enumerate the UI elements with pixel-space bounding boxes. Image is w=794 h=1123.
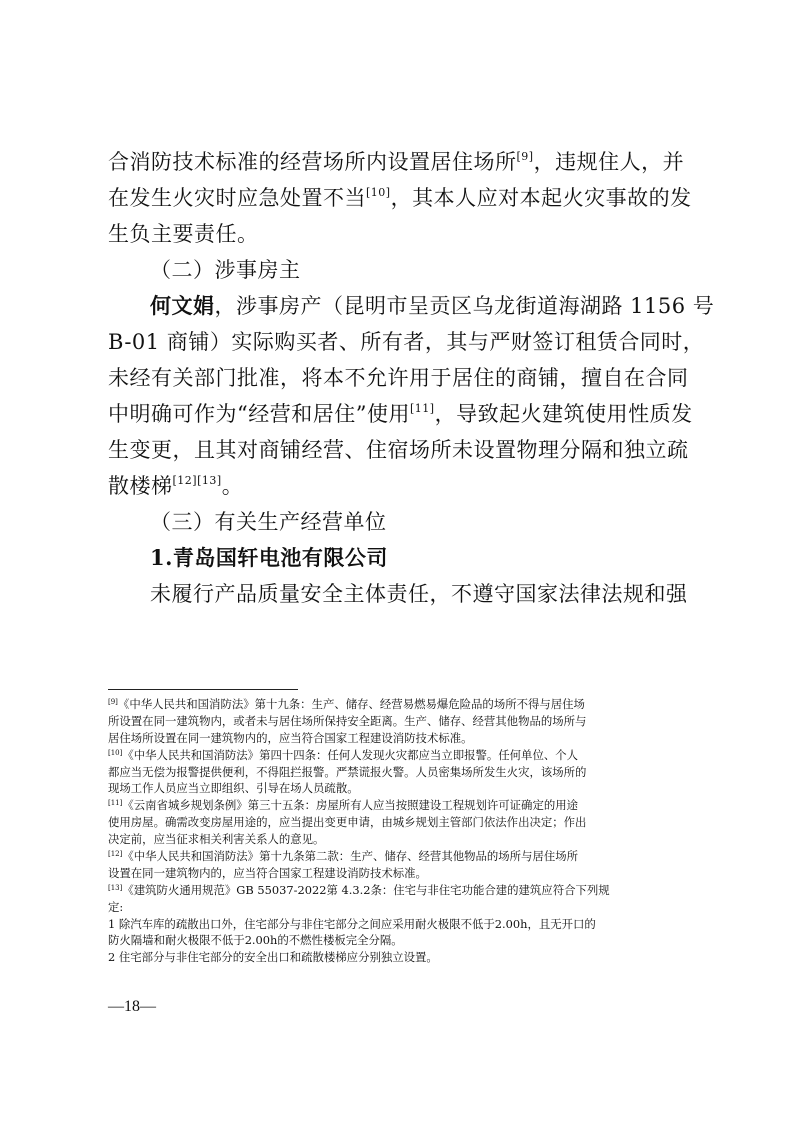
footnote-ref[interactable]: [9] <box>516 150 534 163</box>
paragraph-line: 生负主要责任。 <box>108 222 259 246</box>
paragraph-line: 未履行产品质量安全主体责任，不遵守国家法律法规和强 <box>150 582 688 606</box>
footnote-ref[interactable]: [13] <box>197 474 222 487</box>
footnote-ref[interactable]: [10] <box>366 186 391 199</box>
footnotes <box>108 696 698 966</box>
footnote-line: 所设置在同一建筑物内，或者未与居住场所保持安全距离。生产、储存、经营其他物品的场所与 <box>108 713 587 728</box>
paragraph-line: 中明确可作为“经营和居住”使用[11]，导致起火建筑使用性质发 <box>108 402 693 426</box>
footnote-divider <box>108 689 298 690</box>
footnote-ref[interactable]: [12] <box>172 474 198 487</box>
footnote-10: [10]《中华人民共和国消防法》第四十四条：任何人发现火灾都应当立即报警。任何单位、个人 <box>108 747 579 762</box>
footnote-line: 决定前，应当征求相关利害关系人的意见。 <box>108 832 325 847</box>
footnote-9: [9]《中华人民共和国消防法》第十九条：生产、储存、经营易燃易爆危险品的场所不得与居住场 <box>108 697 585 711</box>
paragraph-line: 生变更，且其对商铺经营、住宿场所未设置物理分隔和独立疏 <box>108 438 689 462</box>
paragraph-line: 何文娟，涉事房产（昆明市呈贡区乌龙街道海湖路 1156 号 <box>150 293 715 318</box>
footnote-line: 居住场所设置在同一建筑物内的，应当符合国家工程建设消防技术标准。 <box>108 730 473 745</box>
paragraph-line: 在发生火灾时应急处置不当[10]，其本人应对本起火灾事故的发 <box>108 186 692 210</box>
footnote-ref[interactable]: [11] <box>409 402 435 415</box>
footnote-13: [13]《建筑防火通用规范》GB 55037-2022第 4.3.2条：住宅与非住宅功能合建的建筑应符合下列规 <box>108 882 610 897</box>
footnote-line: 设置在同一建筑物内的，应当符合国家工程建设消防技术标准。 <box>108 865 427 880</box>
footnote-line: 2 住宅部分与非住宅部分的安全出口和疏散楼梯应分别独立设置。 <box>108 950 438 965</box>
page-number: —18— <box>108 998 156 1015</box>
section-heading-2: （二）涉事房主 <box>150 258 301 282</box>
footnote-line: 都应当无偿为报警提供便利，不得阻拦报警。严禁谎报火警。人员密集场所发生火灾，该场所的 <box>108 764 587 779</box>
paragraph-line: 合消防技术标准的经营场所内设置居住场所[9]，违规住人，并 <box>108 150 685 174</box>
footnote-12: [12]《中华人民共和国消防法》第十九条第二款：生产、储存、经营其他物品的场所与居住场所 <box>108 849 579 864</box>
footnote-line: 定: <box>108 899 124 914</box>
paragraph-line: B-01 商铺）实际购买者、所有者，其与严财签订租赁合同时， <box>108 330 705 354</box>
section-heading-3: （三）有关生产经营单位 <box>150 510 387 534</box>
footnote-line: 使用房屋。确需改变房屋用途的，应当提出变更申请，由城乡规划主管部门依法作出决定；作出 <box>108 815 587 830</box>
paragraph-line: 未经有关部门批准，将本不允许用于居住的商铺，擅自在合同 <box>108 366 689 390</box>
paragraph-line: 散楼梯[12][13]。 <box>108 474 244 498</box>
footnote-line: 现场工作人员应当立即组织、引导在场人员疏散。 <box>108 781 359 796</box>
person-name: 何文娟 <box>150 293 215 318</box>
footnote-line: 1 除汽车库的疏散出口外，住宅部分与非住宅部分之间应采用耐火极限不低于2.00h，且无开口的 <box>108 916 596 931</box>
footnote-line: 防火隔墙和耐火极限不低于2.00h的不燃性楼板完全分隔。 <box>108 933 403 948</box>
footnote-11: [11]《云南省城乡规划条例》第三十五条：房屋所有人应当按照建设工程规划许可证确定的用途 <box>108 798 579 813</box>
subsection-heading: 1.青岛国轩电池有限公司 <box>150 545 388 570</box>
body-text <box>108 144 715 612</box>
